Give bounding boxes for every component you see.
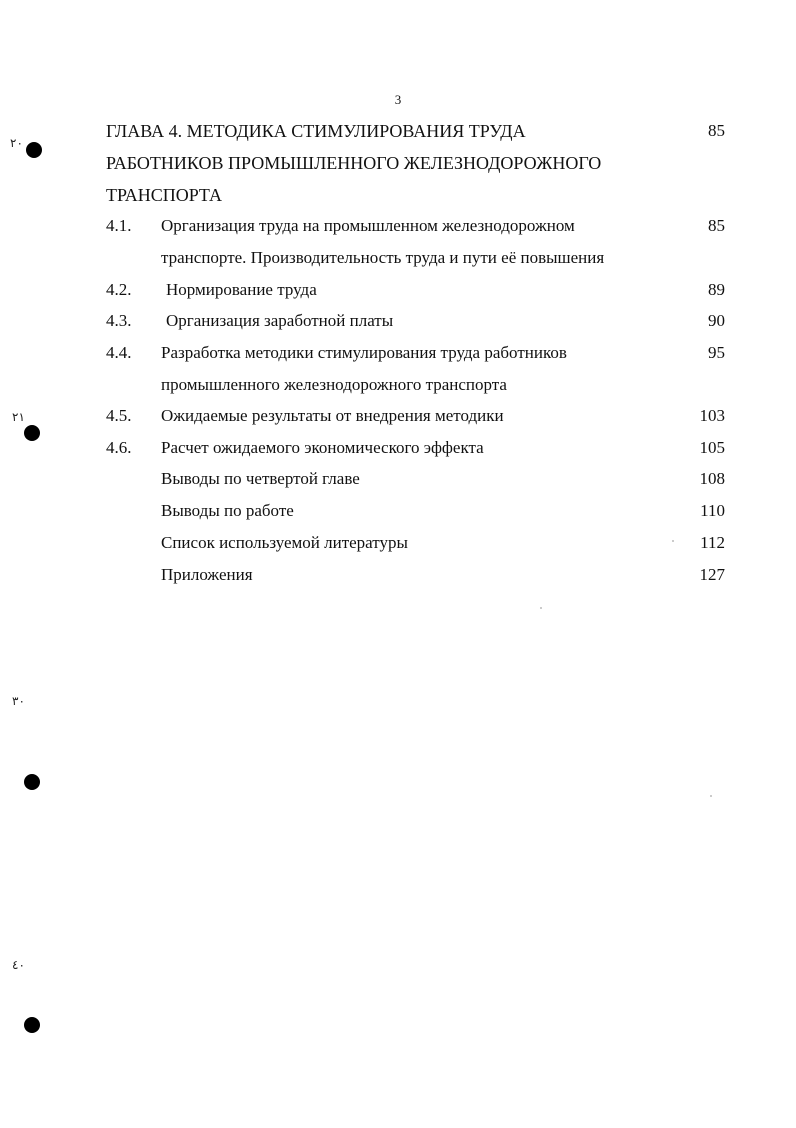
section-title-4-4-line-1: Разработка методики стимулирования труда работников <box>161 343 567 362</box>
section-title-4-4-line-2: промышленного железнодорожного транспорта <box>161 375 507 394</box>
extra-title-work-conclusions: Выводы по работе <box>161 501 294 520</box>
scan-speck <box>710 795 712 797</box>
section-page-4-1: 85 <box>708 216 725 235</box>
extra-title-appendices: Приложения <box>161 565 253 584</box>
section-number-4-5: 4.5. <box>106 406 132 425</box>
section-title-4-1-line-1: Организация труда на промышленном железнодорожном <box>161 216 575 235</box>
chapter-page: 85 <box>708 121 725 140</box>
extra-title-chapter-conclusions: Выводы по четвертой главе <box>161 469 360 488</box>
section-number-4-6: 4.6. <box>106 438 132 457</box>
punch-hole-1 <box>26 142 42 158</box>
extra-title-bibliography: Список используемой литературы <box>161 533 408 552</box>
scan-speck <box>540 607 542 609</box>
margin-mark-1: ٢٠ <box>10 136 23 150</box>
section-title-4-2: Нормирование труда <box>166 280 317 299</box>
section-page-4-4: 95 <box>708 343 725 362</box>
scan-speck <box>672 540 674 542</box>
margin-mark-3: ٣٠ <box>12 694 25 708</box>
section-title-4-6: Расчет ожидаемого экономического эффекта <box>161 438 484 457</box>
section-number-4-3: 4.3. <box>106 311 132 330</box>
punch-hole-3 <box>24 774 40 790</box>
chapter-title-line-1: ГЛАВА 4. МЕТОДИКА СТИМУЛИРОВАНИЯ ТРУДА <box>106 121 526 141</box>
punch-hole-4 <box>24 1017 40 1033</box>
extra-page-work-conclusions: 110 <box>700 501 725 520</box>
extra-page-appendices: 127 <box>699 565 725 584</box>
page-number: 3 <box>394 92 402 107</box>
extra-page-bibliography: 112 <box>700 533 725 552</box>
section-title-4-3: Организация заработной платы <box>166 311 394 330</box>
section-page-4-2: 89 <box>708 280 725 299</box>
section-title-4-5: Ожидаемые результаты от внедрения методики <box>161 406 504 425</box>
section-title-4-1-line-2: транспорте. Производительность труда и пути её повышения <box>161 248 605 267</box>
section-page-4-3: 90 <box>708 311 725 330</box>
margin-mark-4: ٤٠ <box>12 958 25 972</box>
section-number-4-2: 4.2. <box>106 280 132 299</box>
extra-page-chapter-conclusions: 108 <box>699 469 725 488</box>
punch-hole-2 <box>24 425 40 441</box>
margin-mark-2: ٢١ <box>12 410 25 424</box>
chapter-title-line-2: РАБОТНИКОВ ПРОМЫШЛЕННОГО ЖЕЛЕЗНОДОРОЖНОГО <box>106 153 602 173</box>
chapter-title-line-3: ТРАНСПОРТА <box>106 185 223 205</box>
section-page-4-5: 103 <box>699 406 725 425</box>
section-page-4-6: 105 <box>699 438 725 457</box>
section-number-4-1: 4.1. <box>106 216 132 235</box>
section-number-4-4: 4.4. <box>106 343 132 362</box>
